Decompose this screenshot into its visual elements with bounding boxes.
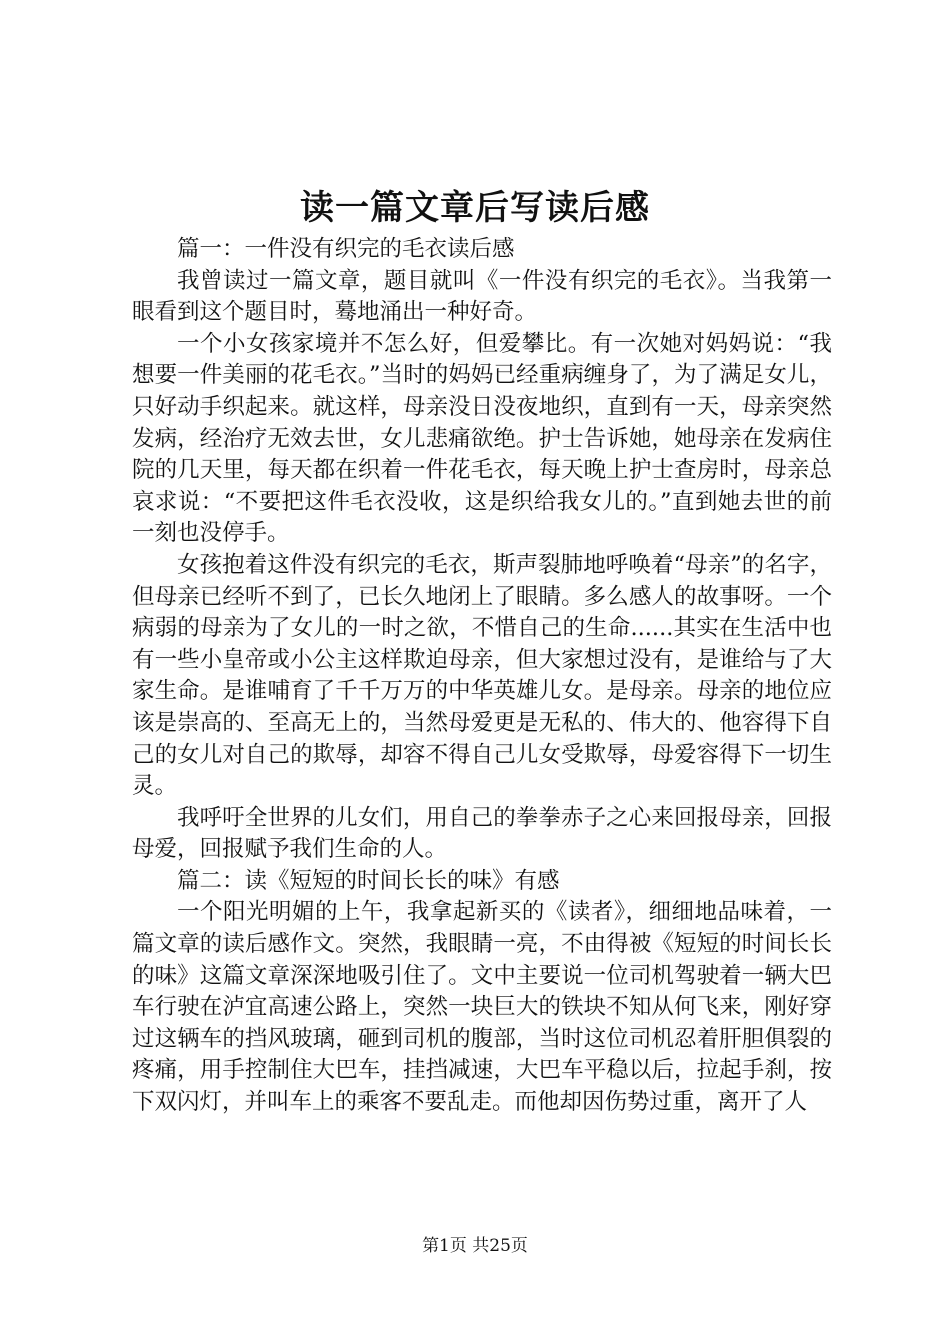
paragraph: 我曾读过一篇文章，题目就叫《一件没有织完的毛衣》。当我第一眼看到这个题目时，蓦地涌出一种好奇。 [132, 267, 832, 326]
document-body [132, 234, 832, 1119]
section-heading-2: 篇二：读《短短的时间长长的味》有感 [177, 867, 560, 894]
paragraph: 一个阳光明媚的上午，我拿起新买的《读者》，细细地品味着，一篇文章的读后感作文。突然，我眼睛一亮，不由得被《短短的时间长长的味》这篇文章深深地吸引住了。文中主要说一位司机驾驶着一辆大巴车行驶在泸宜高速公路上，突然一块巨大的铁块不知从何飞来，刚好穿过这辆车的挡风玻璃，砸到司机的腹部，当时这位司机忍着肝胆俱裂的疼痛，用手控制住大巴车，挂挡减速，大巴车平稳以后，拉起手刹，按下双闪灯，并叫车上的乘客不要乱走。而他却因伤势过重，离开了人 [132, 899, 832, 1116]
section-heading-1: 篇一：一件没有织完的毛衣读后感 [177, 236, 515, 262]
page-number-footer: 第1页 共25页 [422, 1236, 528, 1256]
paragraph: 一个小女孩家境并不怎么好，但爱攀比。有一次她对妈妈说：“我想要一件美丽的花毛衣。”当时的妈妈已经重病缠身了，为了满足女儿，只好动手织起来。就这样，母亲没日没夜地织，直到有一天，母亲突然发病，经治疗无效去世，女儿悲痛欲绝。护士告诉她，她母亲在发病住院的几天里，每天都在织着一件花毛衣，每天晚上护士查房时，母亲总哀求说：“不要把这件毛衣没收，这是织给我女儿的。”直到她去世的前一刻也没停手。 [132, 330, 832, 547]
paragraph: 我呼吁全世界的儿女们，用自己的拳拳赤子之心来回报母亲，回报母爱，回报赋予我们生命的人。 [132, 804, 832, 863]
document-title: 读一篇文章后写读后感 [300, 188, 650, 228]
paragraph: 女孩抱着这件没有织完的毛衣，斯声裂肺地呼唤着“母亲”的名字，但母亲已经听不到了，已长久地闭上了眼睛。多么感人的故事呀。一个病弱的母亲为了女儿的一时之欲，不惜自己的生命......其实在生活中也有一些小皇帝或小公主这样欺迫母亲，但大家想过没有，是谁给与了大家生命。是谁哺育了千千万万的中华英雄儿女。是母亲。母亲的地位应该是崇高的、至高无上的，当然母爱更是无私的、伟大的、他容得下自己的女儿对自己的欺辱，却容不得自己儿女受欺辱，母爱容得下一切生灵。 [132, 551, 832, 800]
